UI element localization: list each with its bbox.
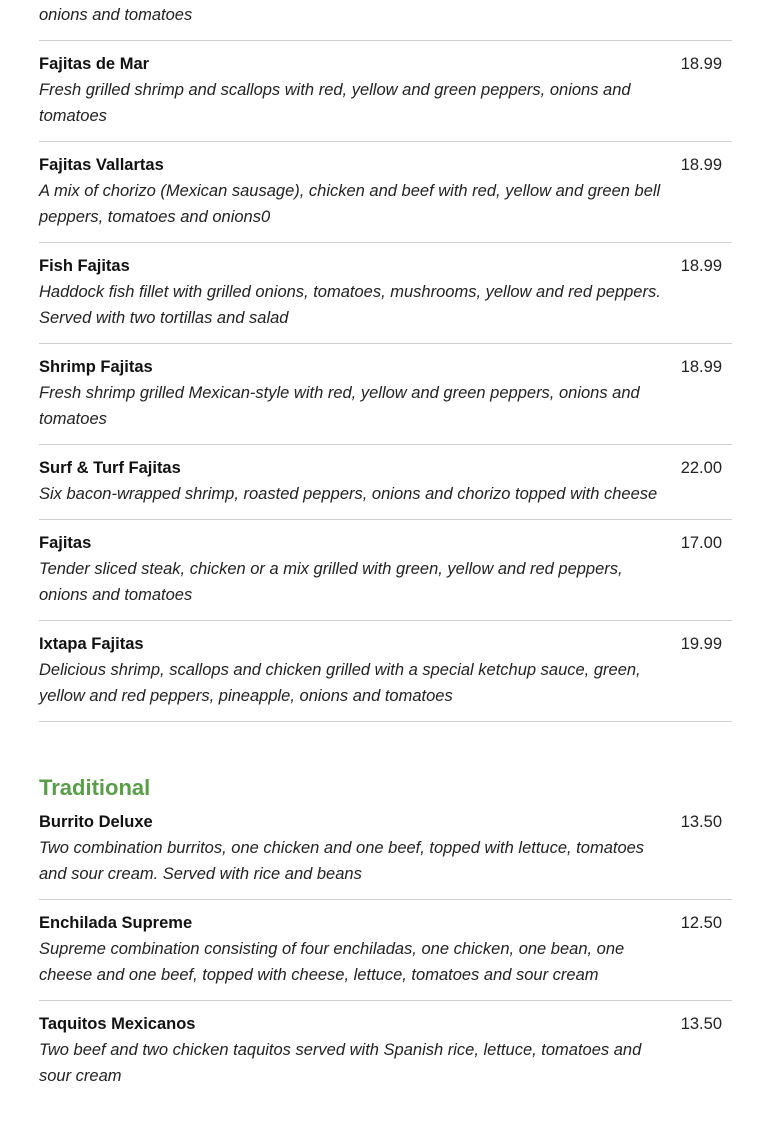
item-name: Fajitas bbox=[39, 534, 92, 552]
menu-item bbox=[39, 520, 732, 621]
menu bbox=[39, 0, 732, 1101]
item-name: Enchilada Supreme bbox=[39, 914, 193, 932]
item-name: Fajitas de Mar bbox=[39, 55, 150, 73]
section-title-traditional: Traditional bbox=[39, 775, 151, 800]
item-price: 19.99 bbox=[680, 635, 722, 653]
menu-item bbox=[39, 900, 732, 1001]
item-price: 12.50 bbox=[680, 914, 722, 932]
menu-item bbox=[39, 812, 732, 900]
item-name: Ixtapa Fajitas bbox=[39, 635, 144, 653]
item-name: Fajitas Vallartas bbox=[39, 156, 164, 174]
item-price: 13.50 bbox=[680, 1015, 722, 1033]
fajitas-section bbox=[39, 0, 732, 722]
menu-item bbox=[39, 344, 732, 445]
item-name: Fish Fajitas bbox=[39, 257, 130, 275]
traditional-section bbox=[39, 812, 732, 1101]
item-name: Taquitos Mexicanos bbox=[39, 1015, 196, 1033]
item-name: Burrito Deluxe bbox=[39, 813, 153, 831]
item-description: Tender sliced steak, chicken or a mix grilled with green, yellow and red peppers, onions and tomatoes bbox=[39, 560, 623, 604]
item-description: Six bacon-wrapped shrimp, roasted peppers, onions and chorizo topped with cheese bbox=[39, 485, 658, 503]
menu-item bbox=[39, 142, 732, 243]
item-name: Surf & Turf Fajitas bbox=[39, 459, 181, 477]
menu-item bbox=[39, 445, 732, 520]
item-description: Supreme combination consisting of four enchiladas, one chicken, one bean, one cheese and one beef, topped with cheese, lettuce, tomatoes and sour cream bbox=[39, 940, 625, 984]
item-price: 17.00 bbox=[680, 534, 722, 552]
item-price: 18.99 bbox=[680, 358, 722, 376]
item-price: 13.50 bbox=[680, 813, 722, 831]
item-price: 18.99 bbox=[680, 156, 722, 174]
menu-item bbox=[39, 243, 732, 344]
item-price: 22.00 bbox=[680, 459, 722, 477]
item-description: Fresh grilled shrimp and scallops with red, yellow and green peppers, onions and tomatoes bbox=[39, 81, 631, 125]
item-name: Shrimp Fajitas bbox=[39, 358, 153, 376]
item-description: Haddock fish fillet with grilled onions, tomatoes, mushrooms, yellow and red peppers. Served with two tortillas and salad bbox=[39, 283, 661, 327]
item-description: onions and tomatoes bbox=[39, 6, 193, 24]
item-description: Fresh shrimp grilled Mexican-style with red, yellow and green peppers, onions and tomatoes bbox=[39, 384, 640, 428]
item-description: Two beef and two chicken taquitos served with Spanish rice, lettuce, tomatoes and sour cream bbox=[39, 1041, 642, 1085]
item-description: Two combination burritos, one chicken and one beef, topped with lettuce, tomatoes and sour cream. Served with rice and beans bbox=[39, 839, 645, 883]
menu-item bbox=[39, 1001, 732, 1101]
menu-item bbox=[39, 621, 732, 722]
menu-item bbox=[39, 0, 732, 41]
menu-item bbox=[39, 41, 732, 142]
item-description: Delicious shrimp, scallops and chicken grilled with a special ketchup sauce, green, yellow and red peppers, pineapple, onions and tomatoes bbox=[39, 661, 641, 705]
item-description: A mix of chorizo (Mexican sausage), chicken and beef with red, yellow and green bell peppers, tomatoes and onions0 bbox=[39, 182, 661, 226]
item-price: 18.99 bbox=[680, 55, 722, 73]
item-price: 18.99 bbox=[680, 257, 722, 275]
